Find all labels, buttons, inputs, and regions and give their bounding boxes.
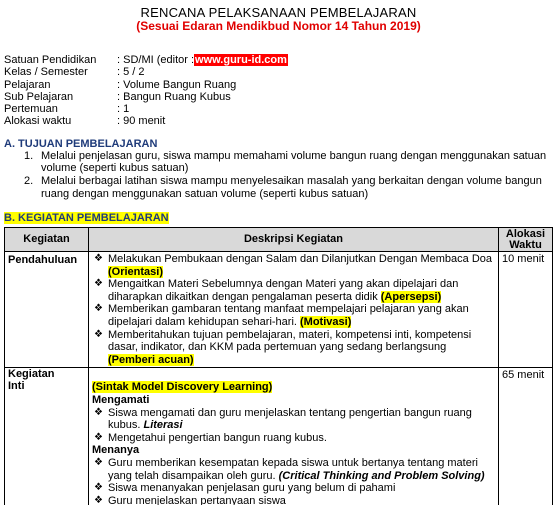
list-item [92, 495, 495, 505]
info-value: : 5 / 2 [117, 66, 145, 79]
header-kegiatan: Kegiatan [5, 228, 89, 252]
bullet-text: Siswa mengamati dan guru menjelaskan tentang pengertian bangun ruang kubus. [108, 406, 472, 432]
list-text: Melalui penjelasan guru, siswa mampu memahami volume bangun ruang dengan menggunakan satuan volume (seperti kubus satuan) [41, 150, 547, 175]
section-a-title: A. TUJUAN PEMBELAJARAN [4, 138, 158, 150]
bullet-text: Guru memberikan kesempatan kepada siswa untuk bertanya tentang materi yang telah disampaikan oleh guru. [108, 456, 478, 482]
bullet-text: Memberikan gambaran tentang manfaat mempelajari pelajaran yang akan dipelajari dalam kehidupan sehari-hari. [108, 303, 469, 328]
document-subtitle: (Sesuai Edaran Mendikbud Nomor 14 Tahun 2019) [136, 19, 421, 33]
mengamati-heading: Mengamati [92, 393, 150, 406]
diamond-bullet-icon: ❖ [94, 328, 103, 340]
bullet-text: Siswa menanyakan penjelasan guru yang belum di pahami [108, 482, 396, 495]
editor-link[interactable]: www.guru-id.com [195, 54, 287, 66]
section-a-heading [4, 138, 157, 150]
bullet-tag: (Orientasi) [108, 265, 164, 278]
deskripsi-pendahuluan [89, 252, 499, 368]
info-row-pelajaran [4, 79, 288, 91]
list-item [92, 278, 495, 303]
info-label: Pelajaran [4, 78, 51, 91]
bullet-text: Mengaitkan Materi Sebelumnya dengan Materi yang akan dipelajari dan diharapkan dikaitkan dengan pengalaman peserta didik [108, 278, 459, 303]
info-row-satuan [4, 54, 288, 66]
header-deskripsi: Deskripsi Kegiatan [89, 228, 499, 252]
info-label: Pertemuan [4, 103, 58, 116]
bullet-text: Mengetahui pengertian bangun ruang kubus. [108, 431, 327, 444]
info-row-pertemuan [4, 103, 288, 115]
kegiatan-pendahuluan: Pendahuluan [5, 252, 89, 368]
table-row [5, 368, 553, 505]
model-label: (Sintak Model Discovery Learning) [92, 381, 273, 394]
list-item [92, 329, 495, 367]
bullet-tag: (Motivasi) [300, 315, 352, 328]
info-value: : 1 [117, 103, 130, 116]
info-row-alokasi [4, 115, 288, 127]
bullet-text: Melakukan Pembukaan dengan Salam dan Dilanjutkan Dengan Membaca Doa [108, 253, 493, 265]
info-label: Satuan Pendidikan [4, 54, 97, 66]
section-b-title: B. KEGIATAN PEMBELAJARAN [4, 212, 169, 224]
info-value: : SD/MI (editor : [117, 54, 195, 66]
info-label: Kelas / Semester [4, 66, 88, 79]
bullet-text: Guru menjelaskan pertanyaan siswa [108, 494, 286, 505]
table-row [5, 252, 553, 368]
diamond-bullet-icon: ❖ [94, 278, 103, 290]
table-header-row [5, 228, 553, 252]
identity-block [4, 54, 288, 128]
alokasi-pendahuluan: 10 menit [499, 252, 553, 368]
kegiatan-inti-line2: Inti [8, 380, 25, 393]
info-value: : Bangun Ruang Kubus [117, 90, 231, 103]
activities-table [4, 227, 553, 505]
bullet-text: Memberitahukan tujuan pembelajaran, materi, kompetensi inti, kompetensi dasar, indikator, dan KKM pada pertemuan yang sedang berlangsung [108, 328, 472, 354]
diamond-bullet-icon: ❖ [94, 494, 103, 505]
list-item [92, 253, 495, 278]
list-item [92, 482, 495, 495]
info-row-sub-pelajaran [4, 91, 288, 103]
list-item [92, 407, 495, 432]
kegiatan-inti-line1: Kegiatan [8, 368, 55, 381]
document-title: RENCANA PELAKSANAAN PEMBELAJARAN [140, 5, 417, 20]
info-value: : 90 menit [117, 115, 166, 128]
info-value: : Volume Bangun Ruang [117, 78, 237, 91]
menanya-heading: Menanya [92, 444, 140, 457]
deskripsi-inti [89, 368, 499, 505]
objectives-list [24, 150, 552, 201]
header-alokasi: Alokasi Waktu [499, 228, 553, 252]
list-number: 2. [24, 175, 34, 188]
literasi-tag: Literasi [143, 419, 183, 432]
diamond-bullet-icon: ❖ [94, 406, 103, 418]
critical-thinking-tag: (Critical Thinking and Problem Solving) [278, 469, 485, 482]
list-text: Melalui berbagai latihan siswa mampu menyelesaikan masalah yang berkaitan dengan volume bangun ruang dengan menggunakan satuan volume (seperti kubus satuan) [41, 175, 542, 200]
list-item [24, 175, 552, 199]
list-item [92, 303, 495, 328]
bullet-tag: (Apersepsi) [380, 290, 442, 303]
info-row-kelas [4, 66, 288, 78]
list-item [92, 432, 495, 445]
bullet-tag: (Pemberi acuan) [108, 353, 194, 366]
alokasi-inti: 65 menit [499, 368, 553, 505]
diamond-bullet-icon: ❖ [94, 431, 103, 443]
section-b-heading [4, 212, 169, 224]
info-label: Sub Pelajaran [4, 90, 74, 103]
diamond-bullet-icon: ❖ [94, 303, 103, 315]
diamond-bullet-icon: ❖ [94, 456, 103, 468]
kegiatan-inti [5, 368, 89, 505]
diamond-bullet-icon: ❖ [94, 253, 103, 264]
list-item [92, 457, 495, 482]
list-number: 1. [24, 150, 34, 162]
list-item [24, 150, 552, 174]
diamond-bullet-icon: ❖ [94, 482, 103, 494]
info-label: Alokasi waktu [4, 115, 72, 128]
